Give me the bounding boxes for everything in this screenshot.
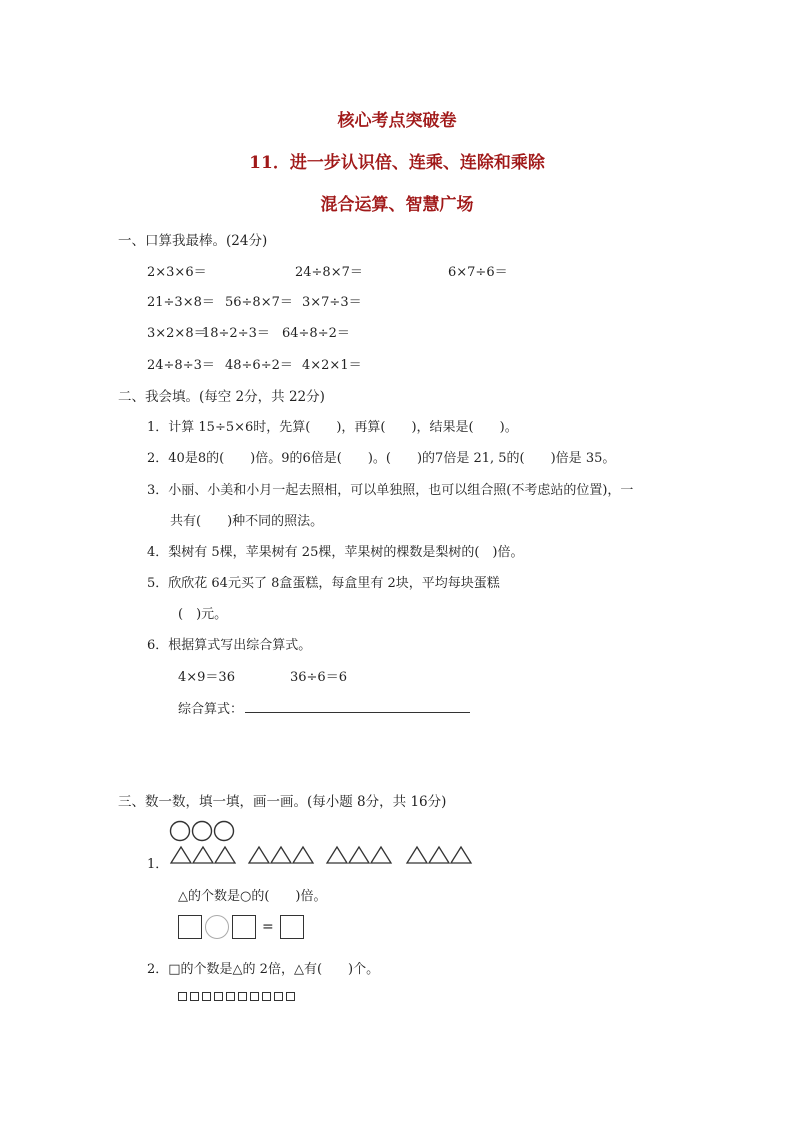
triangle-shape xyxy=(327,847,347,863)
circle-shape xyxy=(171,822,190,841)
question-2-1: 1．计算 15÷5×6时，先算( )，再算( )，结果是( )。 xyxy=(147,420,518,435)
answer-box[interactable] xyxy=(232,915,256,939)
question-3-1-text: △的个数是○的( )倍。 xyxy=(178,889,327,904)
triangle-shape xyxy=(193,847,213,863)
section1-heading: 一、口算我最棒。(24分) xyxy=(118,233,268,249)
square-shape xyxy=(226,992,235,1001)
triangle-shape xyxy=(407,847,427,863)
triangle-set-3 xyxy=(327,847,391,863)
lesson-subtitle: 混合运算、智慧广场 xyxy=(320,195,474,215)
square-shape xyxy=(178,992,187,1001)
calc-1-1: 2×3×6＝ xyxy=(147,265,207,280)
triangle-shape xyxy=(429,847,449,863)
square-shape xyxy=(202,992,211,1001)
triangle-shape xyxy=(371,847,391,863)
square-shape xyxy=(238,992,247,1001)
calc-1-3: 6×7÷6＝ xyxy=(448,265,508,280)
combined-equation-field xyxy=(178,698,470,717)
answer-box[interactable] xyxy=(178,915,202,939)
equation-2: 36÷6＝6 xyxy=(290,670,347,685)
equation-1: 4×9＝36 xyxy=(178,670,235,685)
calc-4-3: 4×2×1＝ xyxy=(302,358,362,373)
triangle-shape xyxy=(249,847,269,863)
question-2-5-line2: ( )元。 xyxy=(178,607,228,622)
calc-2-3: 3×7÷3＝ xyxy=(302,295,362,310)
result-box[interactable] xyxy=(280,915,304,939)
square-shape xyxy=(250,992,259,1001)
calc-3-3: 64÷8÷2＝ xyxy=(282,326,350,341)
calc-3-2: 18÷2÷3＝ xyxy=(202,326,270,341)
calc-4-1: 24÷8÷3＝ xyxy=(147,358,215,373)
triangle-shape xyxy=(171,847,191,863)
circle-shape xyxy=(215,822,234,841)
answer-line[interactable] xyxy=(245,700,470,713)
calc-4-2: 48÷6÷2＝ xyxy=(225,358,293,373)
triangle-shape xyxy=(451,847,471,863)
question-3-2: 2．□的个数是△的 2倍，△有( )个。 xyxy=(147,962,380,977)
triangle-shape xyxy=(215,847,235,863)
question-2-2: 2．40是8的( )倍。9的6倍是( )。( )的7倍是 21, 5的( )倍是 35。 xyxy=(147,451,616,466)
square-shape xyxy=(286,992,295,1001)
page-title: 核心考点突破卷 xyxy=(337,111,457,131)
combined-equation-label: 综合算式： xyxy=(178,702,244,717)
lesson-title: 11．进一步认识倍、连乘、连除和乘除 xyxy=(249,153,545,173)
triangle-set-1 xyxy=(171,847,235,863)
square-shape xyxy=(274,992,283,1001)
section2-heading: 二、我会填。(每空 2分，共 22分) xyxy=(118,389,325,405)
circle-shape xyxy=(193,822,212,841)
square-shape xyxy=(214,992,223,1001)
small-squares-row xyxy=(178,992,298,1001)
calc-1-2: 24÷8×7＝ xyxy=(295,265,363,280)
section3-heading: 三、数一数，填一填，画一画。(每小题 8分，共 16分) xyxy=(118,794,447,810)
question-3-1-number: 1． xyxy=(147,857,169,872)
question-2-3-line1: 3．小丽、小美和小月一起去照相，可以单独照，也可以组合照(不考虑站的位置)，一 xyxy=(147,483,634,498)
triangle-shape xyxy=(271,847,291,863)
square-shape xyxy=(190,992,199,1001)
calc-3-1: 3×2×8＝ xyxy=(147,326,207,341)
question-2-6: 6．根据算式写出综合算式。 xyxy=(147,638,312,653)
question-2-4: 4．梨树有 5棵，苹果树有 25棵，苹果树的棵数是梨树的( )倍。 xyxy=(147,545,524,560)
triangle-set-2 xyxy=(249,847,313,863)
triangles-group xyxy=(169,845,474,865)
triangle-shape xyxy=(293,847,313,863)
triangle-shape xyxy=(349,847,369,863)
question-2-5-line1: 5．欣欣花 64元买了 8盒蛋糕，每盒里有 2块，平均每块蛋糕 xyxy=(147,576,500,591)
equals-sign: = xyxy=(262,919,274,935)
square-shape xyxy=(262,992,271,1001)
circles-group xyxy=(169,820,237,844)
calc-2-2: 56÷8×7＝ xyxy=(225,295,293,310)
operator-circle[interactable] xyxy=(205,915,229,939)
equation-boxes xyxy=(178,915,304,939)
question-2-3-line2: 共有( )种不同的照法。 xyxy=(170,514,324,529)
triangle-set-4 xyxy=(407,847,471,863)
calc-2-1: 21÷3×8＝ xyxy=(147,295,215,310)
